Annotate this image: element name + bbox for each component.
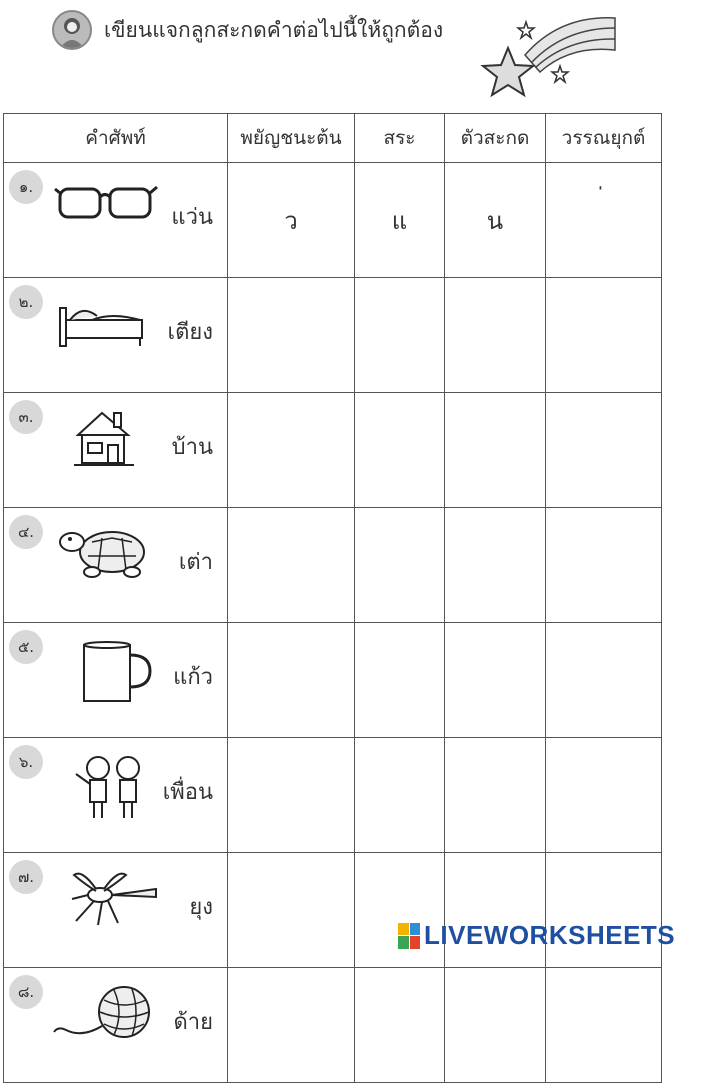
answer-vowel[interactable] — [355, 508, 445, 623]
answer-initial-consonant[interactable] — [228, 393, 355, 508]
vocab-word: เตียง — [167, 320, 213, 345]
house-icon — [52, 405, 157, 471]
vocab-word: แก้ว — [173, 665, 213, 690]
answer-initial-consonant[interactable] — [228, 968, 355, 1083]
answer-tone-mark[interactable] — [546, 393, 662, 508]
answer-final-consonant[interactable] — [445, 278, 546, 393]
liveworksheets-logo — [398, 920, 675, 951]
answer-tone-mark[interactable] — [546, 163, 662, 278]
answer-final-consonant[interactable] — [445, 393, 546, 508]
answer-initial-consonant[interactable]: ว — [228, 163, 355, 278]
answer-tone-mark[interactable] — [546, 278, 662, 393]
answer-initial-consonant[interactable] — [228, 738, 355, 853]
row-number: ๕. — [9, 630, 43, 664]
vocab-word: ด้าย — [173, 1010, 213, 1035]
answer-final-consonant[interactable]: น — [445, 163, 546, 278]
vocab-word: ยุง — [189, 895, 213, 920]
answer-initial-consonant[interactable] — [228, 853, 355, 968]
row-number: ๒. — [9, 285, 43, 319]
vocab-word: เพื่อน — [162, 780, 213, 805]
answer-vowel[interactable] — [355, 623, 445, 738]
row-number: ๗. — [9, 860, 43, 894]
glasses-icon — [52, 175, 162, 235]
answer-vowel[interactable] — [355, 738, 445, 853]
table-row — [4, 738, 662, 853]
mosquito-icon — [52, 865, 162, 929]
answer-vowel[interactable]: แ — [355, 163, 445, 278]
vocab-word: เต่า — [178, 550, 213, 575]
yarn-ball-icon — [52, 980, 162, 1046]
answer-vowel[interactable] — [355, 393, 445, 508]
friends-icon — [52, 750, 157, 822]
row-number: ๖. — [9, 745, 43, 779]
shooting-star-icon — [480, 10, 620, 105]
answer-initial-consonant[interactable] — [228, 623, 355, 738]
header-final-consonant: ตัวสะกด — [445, 114, 546, 163]
answer-initial-consonant[interactable] — [228, 508, 355, 623]
bed-icon — [52, 290, 157, 350]
table-row — [4, 623, 662, 738]
header-initial-consonant: พยัญชนะต้น — [228, 114, 355, 163]
mug-icon — [52, 635, 157, 705]
answer-tone-mark[interactable] — [546, 968, 662, 1083]
header-vowel: สระ — [355, 114, 445, 163]
turtle-icon — [52, 520, 157, 582]
table-row — [4, 968, 662, 1083]
row-number: ๑. — [9, 170, 43, 204]
row-number: ๔. — [9, 515, 43, 549]
answer-tone-mark[interactable] — [546, 738, 662, 853]
liveworksheets-badge-icon — [398, 923, 420, 949]
answer-initial-consonant[interactable] — [228, 278, 355, 393]
table-row — [4, 278, 662, 393]
answer-tone-mark[interactable] — [546, 623, 662, 738]
row-number: ๘. — [9, 975, 43, 1009]
liveworksheets-wordmark: LIVEWORKSHEETS — [424, 920, 676, 950]
page-title: เขียนแจกลูกสะกดคำต่อไปนี้ให้ถูกต้อง — [104, 17, 444, 42]
answer-final-consonant[interactable] — [445, 508, 546, 623]
title-row — [52, 10, 443, 50]
row-number: ๓. — [9, 400, 43, 434]
table-row — [4, 163, 662, 278]
answer-final-consonant[interactable] — [445, 623, 546, 738]
answer-vowel[interactable] — [355, 968, 445, 1083]
answer-tone-mark[interactable] — [546, 508, 662, 623]
vocab-word: แว่น — [171, 205, 213, 230]
avatar — [52, 10, 92, 50]
header-tone-mark: วรรณยุกต์ — [546, 114, 662, 163]
table-row — [4, 508, 662, 623]
table-row — [4, 393, 662, 508]
header-word: คำศัพท์ — [4, 114, 228, 163]
answer-final-consonant[interactable] — [445, 968, 546, 1083]
vocab-word: บ้าน — [171, 435, 213, 460]
answer-vowel[interactable] — [355, 278, 445, 393]
answer-final-consonant[interactable] — [445, 738, 546, 853]
